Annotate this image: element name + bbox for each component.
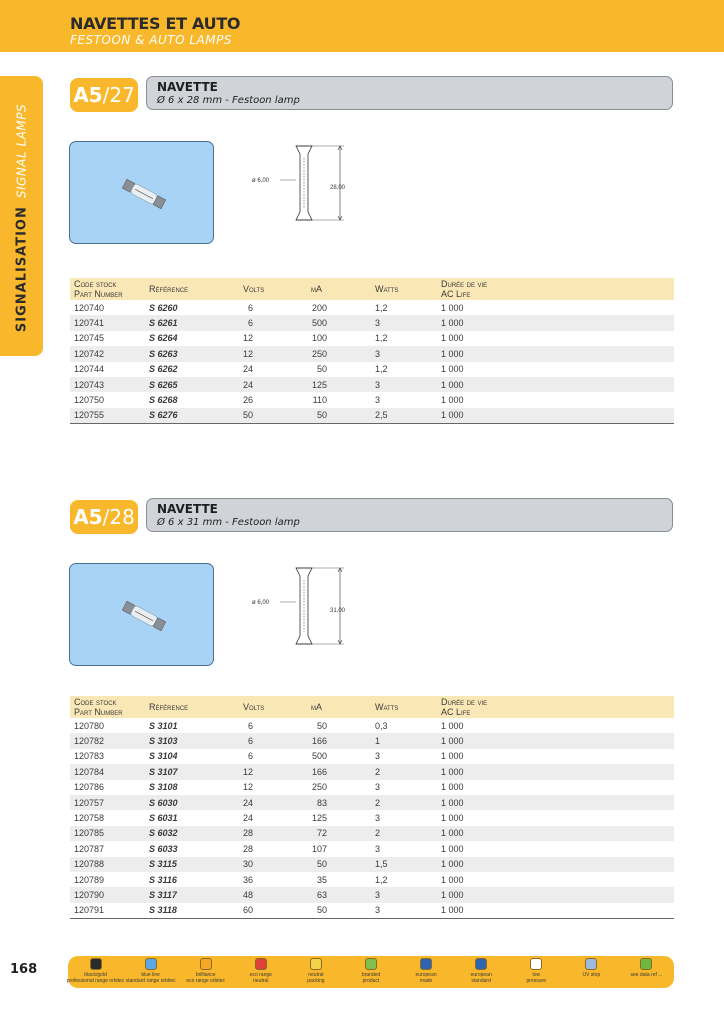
header-code: Code stock Part Number [70,696,145,718]
legend-label: european made [415,972,437,984]
cell-code: 120791 [70,903,145,918]
header-code: Code stock Part Number [70,278,145,300]
lamp-photo [69,141,214,244]
legend-item [346,958,396,984]
cell-reference: S 6268 [149,395,178,406]
cell-code: 120790 [70,887,145,902]
table-row [70,887,674,902]
cell-code: 120783 [74,751,105,762]
table-header-row [70,696,674,718]
cell-ma: 50 [316,364,327,375]
cell-code: 120743 [70,377,145,392]
cell-life: 1 000 [441,364,464,375]
table-row [70,903,674,918]
cell-volts: 6 [247,751,253,762]
legend-item [621,958,671,978]
cell-volts: 24 [215,795,281,810]
cell-life: 1 000 [441,874,464,885]
cell-reference: S 3108 [149,782,178,793]
cell-life: 1 000 [441,302,464,313]
cell-code: 120785 [70,826,145,841]
cell-reference: S 6030 [145,795,215,810]
cell-code: 120780 [74,720,105,731]
cell-volts: 6 [215,315,281,330]
legend-item [66,958,125,984]
legend-item [126,958,176,984]
cell-code: 120757 [70,795,145,810]
cell-volts: 6 [247,302,253,313]
cell-watts: 2,5 [347,408,437,423]
cell-ma: 250 [311,782,327,793]
cell-ma: 50 [281,408,347,423]
header-life: Durée de vie AC Life [437,278,674,300]
cell-life: 1 000 [437,887,674,902]
cell-watts: 1,2 [375,302,388,313]
cell-code: 120742 [70,346,145,361]
european-icon [420,958,432,970]
header-volts: Volts [215,278,281,300]
cell-volts: 12 [242,333,253,344]
legend-label: eco range neutral [249,972,272,984]
eco-icon [255,958,267,970]
cell-life: 1 000 [441,813,464,824]
cell-volts: 30 [215,857,281,872]
section-title-bar [146,76,673,110]
cell-volts: 12 [215,346,281,361]
data-icon [640,958,652,970]
cell-code: 120745 [74,333,105,344]
legend-label: blue line standard range orbitec [125,972,176,984]
cell-code: 120782 [70,733,145,748]
section-number: 28 [109,505,135,529]
page-subtitle: FESTOON & AUTO LAMPS [70,33,232,47]
cell-reference: S 6263 [145,346,215,361]
cell-reference: S 6260 [149,302,178,313]
cell-life: 1 000 [437,857,674,872]
cell-watts: 3 [375,751,381,762]
cell-code: 120788 [70,857,145,872]
spec-table [70,696,674,919]
cell-reference: S 6262 [149,364,178,375]
cell-ma: 50 [281,903,347,918]
cell-life: 1 000 [437,408,674,423]
cell-volts: 26 [242,395,253,406]
cell-life: 1 000 [437,764,674,779]
cell-watts: 1,2 [375,874,388,885]
cell-watts: 0,3 [375,720,388,731]
cell-reference: S 3104 [149,751,178,762]
cell-watts: 2 [347,764,437,779]
section-code: A5 [73,505,103,529]
table-row [70,408,674,423]
cell-code: 120787 [74,843,105,854]
section-number: 27 [109,83,135,107]
cell-reference: S 3101 [149,720,178,731]
cell-reference: S 3116 [149,874,177,885]
cell-reference: S 3117 [145,887,215,902]
cell-watts: 1 [347,733,437,748]
cell-reference: S 6264 [149,333,178,344]
legend-item [456,958,506,984]
bulb-blue-icon [145,958,157,970]
table-row [70,392,674,407]
cell-ma: 500 [281,315,347,330]
branded-icon [365,958,377,970]
table-row [70,377,674,392]
table-row [70,331,674,346]
table-row [70,733,674,748]
cell-reference: S 6032 [145,826,215,841]
cell-watts: 3 [375,395,381,406]
cell-life: 1 000 [441,395,464,406]
cell-ma: 63 [281,887,347,902]
cell-ma: 50 [316,720,327,731]
cell-code: 120786 [74,782,105,793]
cell-ma: 83 [281,795,347,810]
cell-reference: S 3107 [145,764,215,779]
section-code: A5 [73,83,103,107]
cell-volts: 24 [242,364,253,375]
dimension-diameter: ø 6,00 [252,178,270,184]
cell-code: 120741 [70,315,145,330]
cell-code: 120789 [74,874,105,885]
cell-life: 1 000 [437,733,674,748]
side-tab-label [15,104,30,332]
legend-item [511,958,561,984]
bulb-icon [90,958,102,970]
cell-volts: 36 [242,874,253,885]
cell-life: 1 000 [441,843,464,854]
cell-life: 1 000 [441,720,464,731]
table-row [70,300,674,315]
uv-icon [585,958,597,970]
table-row [70,810,674,825]
legend-label: low pressure [526,972,546,984]
cell-watts: 3 [375,782,381,793]
neutral-icon [310,958,322,970]
table-row [70,749,674,764]
cell-volts: 12 [242,782,253,793]
cell-life: 1 000 [437,346,674,361]
header-volts: Volts [215,696,281,718]
cell-ma: 500 [311,751,327,762]
legend-label: brilliance eco range orbitec [186,972,226,984]
cell-reference: S 3103 [145,733,215,748]
legend-label: branded product [361,972,381,984]
cell-watts: 3 [347,903,437,918]
cell-reference: S 3115 [145,857,215,872]
table-row [70,362,674,377]
section-badge: A5 / 27 [70,78,138,112]
lamp-dimension-drawing [250,560,370,670]
cell-code: 120744 [74,364,105,375]
cell-volts: 50 [215,408,281,423]
section-description: Ø 6 x 28 mm - Festoon lamp [157,95,300,106]
side-tab-main: SIGNALISATION [14,206,30,333]
cell-life: 1 000 [437,903,674,918]
cell-life: 1 000 [437,315,674,330]
header-life: Durée de vie AC Life [437,696,674,718]
cell-ma: 166 [281,764,347,779]
cell-ma: 110 [312,395,327,406]
cell-watts: 2 [347,826,437,841]
cell-life: 1 000 [441,782,464,793]
cell-watts: 2 [347,795,437,810]
header-reference: Référence [145,278,215,300]
cell-volts: 24 [215,377,281,392]
legend-item [236,958,286,984]
cell-reference: S 6033 [149,843,178,854]
table-row [70,857,674,872]
table-row [70,872,674,887]
cell-reference: S 6265 [145,377,215,392]
festoon-lamp-image [70,564,215,667]
cell-reference: S 3118 [145,903,215,918]
cell-ma: 125 [281,377,347,392]
bulb-orange-icon [200,958,212,970]
festoon-lamp-image [70,142,215,245]
lamp-photo [69,563,214,666]
pressure-icon [530,958,542,970]
section-badge: A5 / 28 [70,500,138,534]
table-row [70,780,674,795]
section-title-bar [146,498,673,532]
section-name: NAVETTE [157,80,218,94]
cell-watts: 3 [347,315,437,330]
cell-reference: S 6276 [145,408,215,423]
cell-code: 120784 [70,764,145,779]
cell-ma: 50 [281,857,347,872]
dimension-length: 31,00 [330,608,346,614]
table-row [70,764,674,779]
cell-watts: 3 [347,887,437,902]
cell-volts: 6 [247,720,253,731]
table-row [70,795,674,810]
page-number: 168 [10,962,38,977]
section-description: Ø 6 x 31 mm - Festoon lamp [157,517,300,528]
dimension-diameter: ø 6,00 [252,600,270,606]
section-name: NAVETTE [157,502,218,516]
table-row [70,718,674,733]
lamp-dimension-drawing [250,138,370,246]
table-row [70,346,674,361]
cell-life: 1 000 [437,795,674,810]
table-header-row [70,278,674,300]
table-row [70,826,674,841]
cell-ma: 166 [281,733,347,748]
cell-volts: 12 [215,764,281,779]
cell-watts: 3 [347,377,437,392]
cell-ma: 125 [311,813,327,824]
cell-watts: 1,2 [375,333,388,344]
footer-legend [68,956,674,988]
page-title: NAVETTES ET AUTO [70,14,241,33]
cell-reference: S 6261 [145,315,215,330]
legend-item [291,958,341,984]
cell-code: 120758 [74,813,105,824]
cell-life: 1 000 [441,333,464,344]
cell-volts: 28 [215,826,281,841]
cell-ma: 200 [311,302,327,313]
technical-drawing [250,138,370,251]
cell-life: 1 000 [437,826,674,841]
table-row [70,841,674,856]
legend-label: UV stop [582,972,601,978]
cell-code: 120750 [74,395,105,406]
cell-ma: 250 [281,346,347,361]
cell-ma: 100 [311,333,327,344]
legend-item [401,958,451,984]
cell-watts: 1,5 [347,857,437,872]
legend-label: neutral packing [307,972,325,984]
page-header [0,0,724,52]
side-tab-sub: SIGNAL LAMPS [14,103,29,199]
cell-volts: 6 [215,733,281,748]
spec-table [70,278,674,424]
cell-code: 120740 [74,302,105,313]
cell-watts: 3 [375,813,381,824]
technical-drawing [250,560,370,675]
cell-watts: 3 [375,843,381,854]
cell-ma: 107 [311,843,327,854]
header-ma: mA [281,696,347,718]
dimension-length: 28,00 [330,185,346,191]
cell-ma: 35 [316,874,327,885]
legend-item [181,958,231,984]
table-row [70,315,674,330]
header-watts: Watts [347,696,437,718]
legend-label: black/gold professional range orbitec [66,972,125,984]
cell-volts: 24 [242,813,253,824]
legend-item [566,958,616,978]
header-ma: mA [281,278,347,300]
cell-reference: S 6031 [149,813,178,824]
cell-ma: 72 [281,826,347,841]
cell-life: 1 000 [441,751,464,762]
cell-volts: 60 [215,903,281,918]
legend-label: see data ref ... [630,972,663,978]
cell-watts: 3 [347,346,437,361]
cell-volts: 48 [215,887,281,902]
header-reference: Référence [145,696,215,718]
cell-volts: 28 [242,843,253,854]
header-watts: Watts [347,278,437,300]
standard-icon [475,958,487,970]
cell-life: 1 000 [437,377,674,392]
cell-watts: 1,2 [375,364,388,375]
legend-label: european standard [470,972,492,984]
cell-code: 120755 [70,408,145,423]
